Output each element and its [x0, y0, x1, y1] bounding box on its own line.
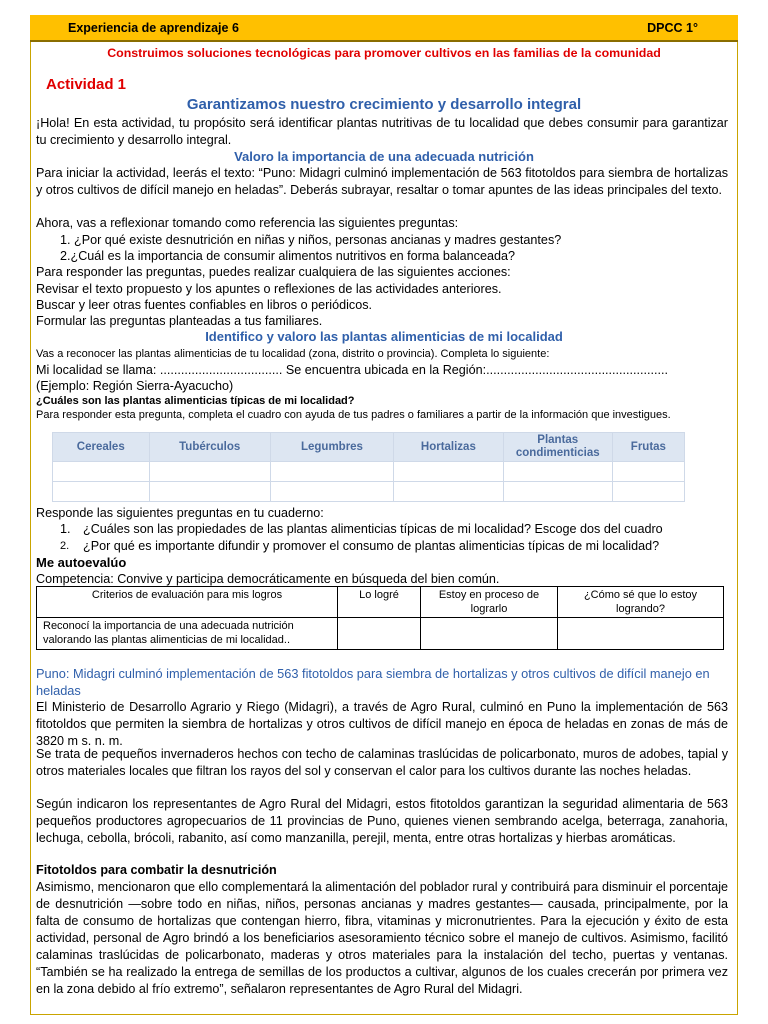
section1-paragraph: Para iniciar la actividad, leerás el texto: “Puno: Midagri culminó implementación de 563 fitotoldos para siembra de hortalizas y otros cultivos de difícil manejo en heladas”. Deberás subrayar, resaltar o tomar apuntes de las ideas principales del texto. [36, 166, 728, 197]
article-title: Puno: Midagri culminó implementación de 563 fitotoldos para siembra de hortalizas y otros cultivos de difícil manejo en heladas [36, 666, 710, 698]
table-cell[interactable] [612, 482, 684, 502]
table-cell[interactable] [394, 482, 504, 502]
eval-header-criteria: Criterios de evaluación para mis logros [37, 587, 338, 618]
actions-intro: Para responder las preguntas, puedes realizar cualquiera de las siguientes acciones: [36, 265, 511, 279]
action-1: Revisar el texto propuesto y los apuntes o reflexiones de las actividades anteriores. [36, 282, 502, 296]
self-eval-title: Me autoevalúo [36, 555, 127, 570]
notebook-prompt: Responde las siguientes preguntas en tu cuaderno: [36, 506, 324, 520]
section1-prompt: Ahora, vas a reflexionar tomando como referencia las siguientes preguntas: [36, 216, 459, 230]
eval-header-how: ¿Cómo sé que lo estoy logrando? [558, 587, 724, 618]
table-cell[interactable] [149, 482, 270, 502]
activity-label: Actividad 1 [46, 76, 127, 93]
table-cell[interactable] [270, 462, 393, 482]
article-subtitle: Fitotoldos para combatir la desnutrición [36, 863, 277, 877]
header-course: DPCC 1° [647, 21, 698, 35]
notebook-question-2: ¿Por qué es importante difundir y promover el consumo de plantas alimenticias típicas de mi localidad? [83, 539, 660, 553]
header-title: Experiencia de aprendizaje 6 [68, 21, 239, 35]
table-cell[interactable] [394, 462, 504, 482]
header-frutas: Frutas [612, 433, 684, 462]
table-instructions: Para responder esta pregunta, completa el cuadro con ayuda de tus padres o familiares a partir de la información que investigues. [36, 409, 671, 421]
section2-intro: Vas a reconocer las plantas alimenticias de tu localidad (zona, distrito o provincia). Completa lo siguiente: [36, 348, 550, 360]
table-cell[interactable] [503, 482, 612, 502]
action-3: Formular las preguntas planteadas a tus familiares. [36, 314, 323, 328]
header-hortalizas: Hortalizas [394, 433, 504, 462]
article-paragraph-3: Según indicaron los representantes de Agro Rural del Midagri, estos fitotoldos garantizan la seguridad alimentaria de 563 pequeños productores agropecuarios de 11 provincias de Puno, quienes vienen sembrando acelga, beterraga, zanahoria, lechuga, cebolla, brócoli, rabanito, así como manzanilla, perejil, menta, entre otras hortalizas y hierbas aromáticas. [36, 797, 728, 845]
table-cell[interactable] [149, 462, 270, 482]
plants-table [52, 432, 685, 502]
header-legumbres: Legumbres [270, 433, 393, 462]
header-cereales: Cereales [53, 433, 150, 462]
article-paragraph-4: Asimismo, mencionaron que ello complementará la alimentación del poblador rural y contribuirá para disminuir el porcentaje de desnutrición —sobre todo en niñas, niños, personas ancianas y madres gestantes— causada, principalmente, por la falta de consumo de hortalizas que contengan hierro, fibra, vitaminas y micronutrientes. Para la ejecución y éxito de esta actividad, personal de Agro brindó a los beneficiarios asesoramiento técnico sobre el manejo de cultivos. Asimismo, facilitó calaminas traslúcidas de policarbonato, maderas y otros materiales para la instalación del techo, puertas y ventanas. “También se ha realizado la entrega de semillas de los productos a cultivar, algunos de los cuales crecerán por primera vez en la zona debido al frío extremo”, señalaron representantes de Agro Rural del Midagri. [36, 880, 728, 996]
locality-fill-line: Mi localidad se llama: ................................... Se encuentra ubicada en la Región:.................................................... [36, 363, 669, 377]
self-eval-table [36, 586, 724, 650]
main-title: Garantizamos nuestro crecimiento y desarrollo integral [186, 96, 582, 113]
plants-question: ¿Cuáles son las plantas alimenticias típicas de mi localidad? [36, 395, 355, 407]
subtitle: Construimos soluciones tecnológicas para promover cultivos en las familias de la comunidad [107, 46, 661, 60]
table-cell[interactable] [503, 462, 612, 482]
intro-text: ¡Hola! En esta actividad, tu propósito será identificar plantas nutritivas de tu localidad que debes consumir para garantizar tu crecimiento y desarrollo integral. [36, 116, 728, 147]
eval-cell[interactable] [558, 618, 724, 650]
header-bar [30, 15, 738, 42]
question-2: 2.¿Cuál es la importancia de consumir alimentos nutritivos en forma balanceada? [60, 249, 516, 263]
table-cell[interactable] [53, 482, 150, 502]
eval-criterion: Reconocí la importancia de una adecuada nutrición valorando las plantas alimenticias de mi localidad.. [37, 618, 338, 650]
section2-title: Identifico y valoro las plantas alimenticias de mi localidad [205, 329, 563, 344]
table-cell[interactable] [612, 462, 684, 482]
action-2: Buscar y leer otras fuentes confiables en libros o periódicos. [36, 298, 373, 312]
table-cell[interactable] [53, 462, 150, 482]
notebook-q2-number: 2. [60, 540, 70, 552]
question-1: 1. ¿Por qué existe desnutrición en niñas y niños, personas ancianas y madres gestantes? [60, 233, 562, 247]
eval-cell[interactable] [338, 618, 421, 650]
article-paragraph-1: El Ministerio de Desarrollo Agrario y Riego (Midagri), a través de Agro Rural, culminó en Puno la implementación de 563 fitotoldos que permiten la siembra de hortalizas y otros cultivos de difícil manejo en época de heladas en zonas de más de 3820 m s. n. m. [36, 700, 728, 748]
header-condimenticias: Plantas condimenticias [503, 433, 612, 462]
locality-example: (Ejemplo: Región Sierra-Ayacucho) [36, 379, 234, 393]
eval-header-achieved: Lo logré [338, 587, 421, 618]
eval-header-in-progress: Estoy en proceso de lograrlo [421, 587, 558, 618]
competency: Competencia: Convive y participa democráticamente en búsqueda del bien común. [36, 572, 500, 586]
table-cell[interactable] [270, 482, 393, 502]
header-tuberculos: Tubérculos [149, 433, 270, 462]
eval-cell[interactable] [421, 618, 558, 650]
notebook-question-1: ¿Cuáles son las propiedades de las plantas alimenticias típicas de mi localidad? Escoge dos del cuadro [83, 522, 663, 536]
section1-title: Valoro la importancia de una adecuada nutrición [234, 149, 534, 164]
notebook-q1-number: 1. [60, 522, 71, 536]
article-paragraph-2: Se trata de pequeños invernaderos hechos con techo de calaminas traslúcidas de policarbonato, muros de adobes, tapial y otros materiales locales que filtran los rayos del sol y conservan el calor para los cultivos durante las noches heladas. [36, 747, 728, 778]
